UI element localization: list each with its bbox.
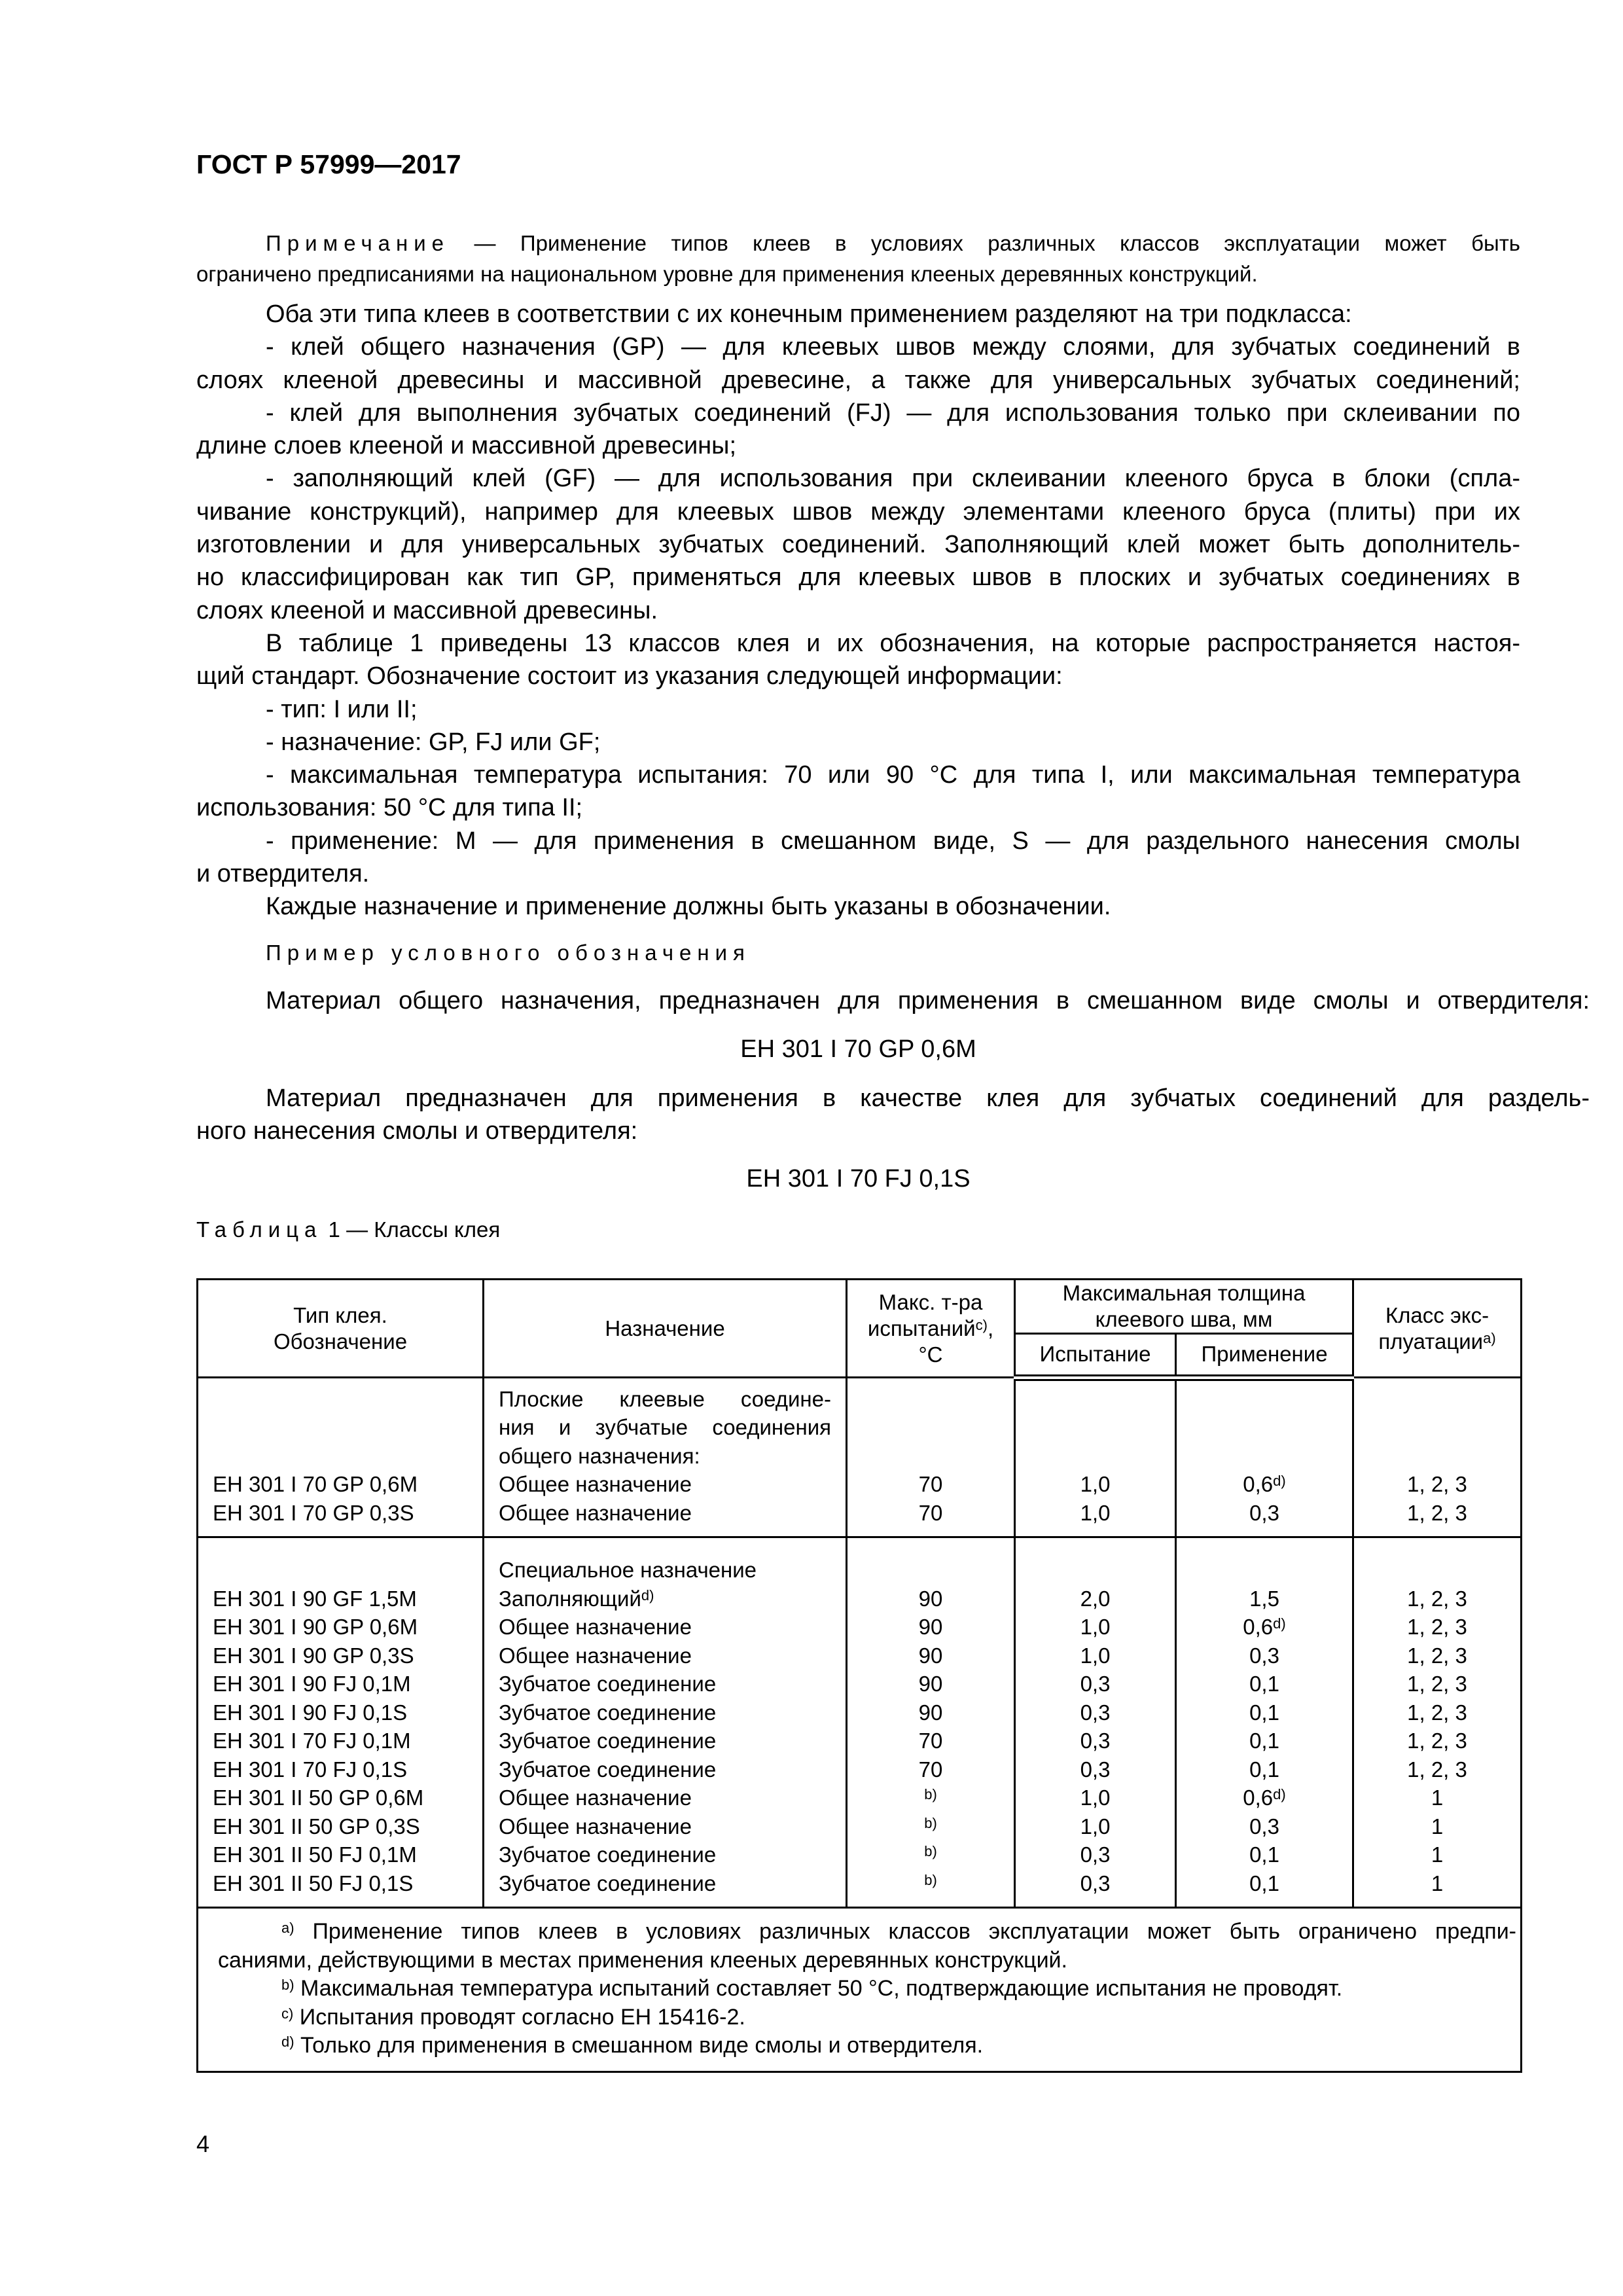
table-cell-c xyxy=(1353,1537,1522,1908)
body-line: и отвердителя. xyxy=(196,860,370,888)
blank-line xyxy=(862,1556,999,1585)
table-value: Общее назначение xyxy=(499,1615,692,1639)
table-value: 0,6$^{d)}$ xyxy=(1243,1472,1286,1496)
table-value: 0,1 xyxy=(1249,1871,1279,1895)
body-line: - тип: I или II; xyxy=(266,695,418,723)
table-value: 1, 2, 3 xyxy=(1407,1757,1467,1782)
text: Обозначение xyxy=(273,1329,408,1354)
text: a) xyxy=(1483,1329,1496,1346)
table-value: EH 301 I 90 FJ 0,1S xyxy=(213,1700,408,1725)
blank-line xyxy=(1368,1442,1506,1471)
table-value: 70 xyxy=(918,1729,943,1753)
table-value: 1,0 xyxy=(1080,1500,1111,1525)
blank-line xyxy=(1191,1413,1338,1442)
table-value: 1 xyxy=(1431,1785,1444,1810)
table-value: 1, 2, 3 xyxy=(1407,1500,1467,1525)
table-footnotes xyxy=(198,1908,1522,2072)
table-caption xyxy=(196,1217,500,1242)
blank-line xyxy=(1368,1556,1506,1585)
blank-line xyxy=(862,1413,999,1442)
body-line: чивание конструкций), например для клеевых швов между элементами клееного бруса (плиты) при их xyxy=(196,497,1520,526)
table-value: 1, 2, 3 xyxy=(1407,1672,1467,1696)
example-label xyxy=(196,941,1590,965)
body-line: изготовлении и для универсальных зубчатых соединений. Заполняющий клей может быть дополнитель- xyxy=(196,531,1520,559)
section-heading: Плоские клеевые соедине- xyxy=(499,1386,831,1411)
page-number: 4 xyxy=(196,2130,210,2157)
table-value: 70 xyxy=(918,1472,943,1496)
blank-line xyxy=(1030,1556,1160,1585)
body-line: - назначение: GP, FJ или GF; xyxy=(266,728,601,756)
body-text xyxy=(196,298,1520,924)
header-max-thickness xyxy=(1015,1280,1353,1334)
table-value: Общее назначение xyxy=(499,1785,692,1810)
blank-line xyxy=(1368,1385,1506,1414)
adhesive-classes-table xyxy=(196,1278,1522,2073)
table-cell-p xyxy=(484,1537,847,1908)
example-label-text: Пример условного обозначения xyxy=(266,941,751,965)
blank-line xyxy=(1030,1442,1160,1471)
body-line: В таблице 1 приведены 13 классов клея и их обозначения, на которые распространяется настоя- xyxy=(266,629,1520,657)
table-value: 1, 2, 3 xyxy=(1407,1643,1467,1668)
table-value: EH 301 II 50 FJ 0,1S xyxy=(213,1871,414,1895)
table-section xyxy=(198,1378,1522,1537)
table-value: 0,3 xyxy=(1249,1500,1279,1525)
table-value: Общее назначение xyxy=(499,1472,692,1496)
section-heading: общего назначения: xyxy=(499,1443,700,1468)
table-value: EH 301 I 90 GP 0,3S xyxy=(213,1643,414,1668)
table-value: Зубчатое соединение xyxy=(499,1700,717,1725)
table-cell-d xyxy=(198,1378,484,1537)
example-text-2-line-2: ного нанесения смолы и отвердителя: xyxy=(196,1117,638,1145)
table-value: EH 301 I 90 FJ 0,1M xyxy=(213,1672,411,1696)
table-value: 0,3 xyxy=(1249,1814,1279,1839)
table-value xyxy=(862,1812,999,1841)
table-value xyxy=(862,1869,999,1898)
table-value: 1, 2, 3 xyxy=(1407,1615,1467,1639)
table-value: 0,3 xyxy=(1080,1700,1111,1725)
table-value: Зубчатое соединение xyxy=(499,1672,717,1696)
table-value: 0,3 xyxy=(1080,1729,1111,1753)
table-value: 70 xyxy=(918,1757,943,1782)
table-value: 1, 2, 3 xyxy=(1407,1700,1467,1725)
table-value: 1,0 xyxy=(1080,1785,1111,1810)
footnote-ref: b) xyxy=(924,1786,937,1803)
table-value: EH 301 I 70 GP 0,3S xyxy=(213,1500,414,1525)
header-max-temp xyxy=(847,1280,1015,1378)
body-line: - применение: M — для применения в смешанном виде, S — для раздельного нанесения смолы xyxy=(266,827,1520,855)
table-value: 0,1 xyxy=(1249,1757,1279,1782)
table-value: 90 xyxy=(918,1643,943,1668)
body-line: - клей для выполнения зубчатых соединений (FJ) — для использования только при склеивании по xyxy=(266,399,1520,427)
table-cell-e xyxy=(1015,1378,1176,1537)
blank-line xyxy=(1368,1413,1506,1442)
blank-line xyxy=(1191,1385,1338,1414)
body-line: слоях клееной древесины и массивной древесине, а также для универсальных зубчатых соединений; xyxy=(196,366,1520,394)
header-class xyxy=(1353,1280,1522,1378)
document-header: ГОСТ Р 57999—2017 xyxy=(196,149,461,179)
table-value: 1 xyxy=(1431,1814,1444,1839)
table-value: Общее назначение xyxy=(499,1814,692,1839)
table-value: 90 xyxy=(918,1615,943,1639)
header-designation xyxy=(198,1280,484,1378)
table-value: 90 xyxy=(918,1672,943,1696)
table-value: Общее назначение xyxy=(499,1500,692,1525)
table-value: 0,6$^{d)}$ xyxy=(1243,1785,1286,1810)
table-value: 0,3 xyxy=(1249,1643,1279,1668)
table-value: 1,0 xyxy=(1080,1643,1111,1668)
example-text-2-line-1: Материал предназначен для применения в качестве клея для зубчатых соединений для раздель- xyxy=(266,1085,1590,1112)
table-caption-title: 1 — Классы клея xyxy=(322,1217,501,1242)
blank-line xyxy=(213,1385,468,1414)
table-value: 0,1 xyxy=(1249,1729,1279,1753)
text: Максимальная толщина xyxy=(1062,1281,1306,1305)
table-value: 0,3 xyxy=(1080,1871,1111,1895)
table-value: 1,0 xyxy=(1080,1615,1111,1639)
header-apply: Применение xyxy=(1176,1334,1353,1378)
footnote-line: саниями, действующими в местах применения клееных деревянных конструкций. xyxy=(218,1947,1067,1973)
table-value: 1 xyxy=(1431,1842,1444,1867)
note-label: Примечание xyxy=(266,231,450,255)
table-value: 0,1 xyxy=(1249,1842,1279,1867)
table-value: Зубчатое соединение xyxy=(499,1871,717,1895)
section-heading: ния и зубчатые соединения xyxy=(499,1415,831,1439)
text: плуатации xyxy=(1378,1329,1484,1354)
text: , xyxy=(987,1316,994,1340)
table-value: EH 301 I 90 GF 1,5M xyxy=(213,1586,417,1611)
table-value: Зубчатое соединение xyxy=(499,1729,717,1753)
text: °C xyxy=(918,1342,943,1367)
table-value: 1, 2, 3 xyxy=(1407,1729,1467,1753)
table-value: EH 301 II 50 FJ 0,1M xyxy=(213,1842,417,1867)
body-line: использования: 50 °C для типа II; xyxy=(196,794,583,822)
table-value: EH 301 II 50 GP 0,6M xyxy=(213,1785,424,1810)
table-caption-label: Таблица xyxy=(196,1217,323,1242)
table-cell-a xyxy=(1176,1537,1353,1908)
table-value: EH 301 I 70 FJ 0,1M xyxy=(213,1729,411,1753)
blank-line xyxy=(1030,1385,1160,1414)
blank-line xyxy=(862,1442,999,1471)
table-value: Общее назначение xyxy=(499,1643,692,1668)
footnote-ref: d) xyxy=(1273,1615,1286,1632)
table-cell-t xyxy=(847,1378,1015,1537)
table-value: 0,3 xyxy=(1080,1842,1111,1867)
table-value: 70 xyxy=(918,1500,943,1525)
table-value: 90 xyxy=(918,1586,943,1611)
footnote-ref: b) xyxy=(924,1814,937,1831)
body-line: Оба эти типа клеев в соответствии с их конечным применением разделяют на три подкласса: xyxy=(266,300,1352,328)
blank-line xyxy=(213,1556,468,1585)
note-line: ограничено предписаниями на национальном уровне для применения клееных деревянных конструкций. xyxy=(196,262,1258,286)
table-value: EH 301 I 90 GP 0,6M xyxy=(213,1615,418,1639)
body-line: щий стандарт. Обозначение состоит из указания следующей информации: xyxy=(196,662,1063,691)
text: c) xyxy=(975,1316,988,1333)
blank-line xyxy=(862,1385,999,1414)
table-cell-e xyxy=(1015,1537,1176,1908)
blank-line xyxy=(1191,1442,1338,1471)
blank-line xyxy=(1191,1556,1338,1585)
example-code-2: EH 301 I 70 FJ 0,1S xyxy=(746,1165,971,1193)
table-value: 0,3 xyxy=(1080,1672,1111,1696)
table-value: 0,6$^{d)}$ xyxy=(1243,1615,1286,1639)
table-value: 1,0 xyxy=(1080,1472,1111,1496)
footnote-ref: b) xyxy=(924,1871,937,1888)
footnote-line: $^{a)}$ Применение типов клеев в условиях различных классов эксплуатации может быть ограничено предпи- xyxy=(281,1919,1517,1944)
example-code-1: EH 301 I 70 GP 0,6M xyxy=(740,1035,976,1063)
body-line: - заполняющий клей (GF) — для использования при склеивании клееного бруса в блоки (спла- xyxy=(266,465,1520,493)
table-value: 0,1 xyxy=(1249,1672,1279,1696)
table-value: 2,0 xyxy=(1080,1586,1111,1611)
body-line: - клей общего назначения (GP) — для клеевых швов между слоями, для зубчатых соединений в xyxy=(266,333,1520,361)
footnote-line: $^{d)}$ Только для применения в смешанном виде смолы и отвердителя. xyxy=(281,2033,984,2058)
table-value: EH 301 I 70 GP 0,6M xyxy=(213,1472,418,1496)
table-value: 90 xyxy=(918,1700,943,1725)
body-line: длине слоев клееной и массивной древесины; xyxy=(196,432,737,460)
table-value xyxy=(862,1840,999,1869)
body-line: слоях клееной и массивной древесины. xyxy=(196,596,658,624)
blank-line xyxy=(213,1442,468,1471)
footnote-ref: d) xyxy=(641,1587,654,1604)
table-value: 1,0 xyxy=(1080,1814,1111,1839)
footnote-line: $^{b)}$ Максимальная температура испытаний составляет 50 °C, подтверждающие испытания не проводят. xyxy=(281,1976,1343,2001)
note-line: Примечание — Применение типов клеев в условиях различных классов эксплуатации может быть xyxy=(266,231,1520,255)
header-test: Испытание xyxy=(1015,1334,1176,1378)
table-value: 0,3 xyxy=(1080,1757,1111,1782)
table-value: 1 xyxy=(1431,1871,1444,1895)
text: Макс. т-ра xyxy=(878,1289,983,1314)
example-text-1: Материал общего назначения, предназначен для применения в смешанном виде смолы и отвердителя: xyxy=(266,987,1590,1014)
blank-line xyxy=(1030,1413,1160,1442)
blank-line xyxy=(213,1413,468,1442)
table-cell-t xyxy=(847,1537,1015,1908)
footnote-ref: d) xyxy=(1273,1473,1286,1489)
section-heading: Специальное назначение xyxy=(499,1558,757,1582)
table-value: 1, 2, 3 xyxy=(1407,1472,1467,1496)
table-cell-d xyxy=(198,1537,484,1908)
table-value: 1,5 xyxy=(1249,1586,1279,1611)
table-value: EH 301 I 70 FJ 0,1S xyxy=(213,1757,408,1782)
text: Тип клея. xyxy=(293,1302,387,1327)
footnote-ref: b) xyxy=(924,1843,937,1859)
table-cell-a xyxy=(1176,1378,1353,1537)
table-cell-p xyxy=(484,1378,847,1537)
table-value: EH 301 II 50 GP 0,3S xyxy=(213,1814,420,1839)
footnote-line: $^{c)}$ Испытания проводят согласно EH 15416-2. xyxy=(281,2004,745,2030)
table-value: Зубчатое соединение xyxy=(499,1842,717,1867)
note-block xyxy=(196,228,1520,289)
table-value: 1, 2, 3 xyxy=(1407,1586,1467,1611)
footnote-ref: d) xyxy=(1273,1786,1286,1803)
text: испытаний xyxy=(867,1316,976,1340)
footnote-mark: b) xyxy=(281,1977,294,1993)
footnote-mark: c) xyxy=(281,2005,294,2022)
table-cell-c xyxy=(1353,1378,1522,1537)
footnote-mark: a) xyxy=(281,1920,294,1936)
table-value: Зубчатое соединение xyxy=(499,1757,717,1782)
body-line: но классифицирован как тип GP, применяться для клеевых швов в плоских и зубчатых соединениях в xyxy=(196,564,1520,592)
header-purpose: Назначение xyxy=(484,1280,847,1378)
footnote-mark: d) xyxy=(281,2034,294,2050)
body-line: - максимальная температура испытания: 70 или 90 °C для типа I, или максимальная температура xyxy=(266,761,1521,789)
table-section xyxy=(198,1537,1522,1908)
table-value: Заполняющий$^{d)}$ xyxy=(499,1586,654,1611)
table-value: 0,1 xyxy=(1249,1700,1279,1725)
body-line: Каждые назначение и применение должны быть указаны в обозначении. xyxy=(266,893,1111,921)
table-value xyxy=(862,1784,999,1812)
text: клеевого шва, мм xyxy=(1095,1307,1273,1331)
text: Класс экс- xyxy=(1385,1302,1489,1327)
